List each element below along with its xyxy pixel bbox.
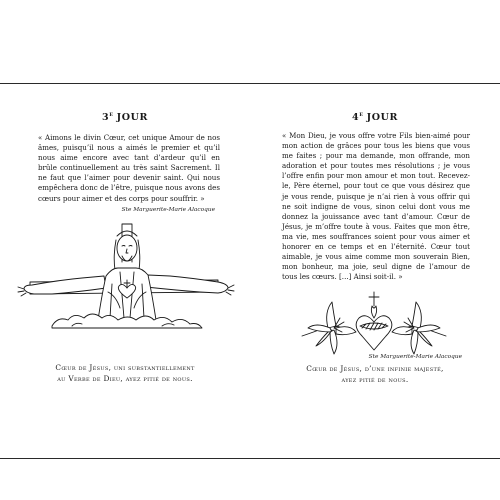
prayer-line-2: ayez pitié de nous. bbox=[341, 375, 409, 384]
prayer-line-1: Cœur de Jésus, uni substantiellement bbox=[55, 363, 195, 372]
day-title-3 bbox=[0, 110, 250, 123]
attribution: Ste Marguerite-Marie Alacoque bbox=[121, 207, 215, 213]
prayer-line-1: Cœur de Jésus, d’une infinie majesté, bbox=[306, 364, 444, 373]
prayer-invocation bbox=[250, 363, 500, 385]
left-page bbox=[0, 84, 250, 458]
attribution: Ste Marguerite-Marie Alacoque bbox=[368, 354, 462, 360]
right-page bbox=[250, 84, 500, 458]
prayer-line-2: au Verbe de Dieu, ayez pitié de nous. bbox=[57, 374, 193, 383]
page-bottom-edge bbox=[0, 458, 500, 459]
quote-text: « Mon Dieu, je vous offre votre Fils bien-aimé pour mon action de grâces pour tous les biens que vous me faites ; pour ma demande, mon offrande, mon adoration et pour toutes mes résolutions ; je vous l’offre enfin pour mon amour et mon tout. Recevez-le, Père éternel, pour tout ce que vous désirez que je vous rende, puisque je n’ai rien à vous offrir qui ne soit indigne de vous, sinon celui dont vous me donnez la jouissance avec tant d’amour. Cœur de Jésus, je m’offre toute à vous. Faites que mon être, ma vie, mes souffrances soient pour vous aimer et honorer en ce temps et en l’éternité. Cœur tout aimable, je vous aime comme mon souverain Bien, mon bonheur, ma joie, seul digne de l’amour de tous les cœurs. [...] Ainsi soit-il. » bbox=[282, 131, 470, 282]
day-suffix: e bbox=[109, 110, 114, 118]
day-suffix: e bbox=[359, 110, 364, 118]
sacred-heart-cross-illustration bbox=[12, 222, 238, 334]
day-title-4 bbox=[250, 110, 500, 123]
sacred-heart-icon bbox=[356, 292, 392, 350]
quote-text: « Aimons le divin Cœur, cet unique Amour de nos âmes, puisqu’il nous a aimés le premier et qu’il nous aime encore avec tant d’ardeur qu’il en brûle continuellement au très saint Sacrement. Il ne faut que l’aimer pour devenir saint. Qui nous empêchera donc de l’être, puisque nous avons des cœurs pour aimer et des corps pour souffrir. » bbox=[38, 133, 220, 203]
lily-left-icon bbox=[302, 302, 356, 354]
sacred-heart-lilies-illustration bbox=[294, 288, 454, 362]
day-number: 3 bbox=[102, 112, 110, 124]
prayer-invocation bbox=[0, 362, 250, 384]
day-word: JOUR bbox=[366, 112, 398, 124]
day-number: 4 bbox=[352, 112, 360, 124]
day-word: JOUR bbox=[116, 112, 148, 124]
lily-right-icon bbox=[392, 302, 446, 354]
